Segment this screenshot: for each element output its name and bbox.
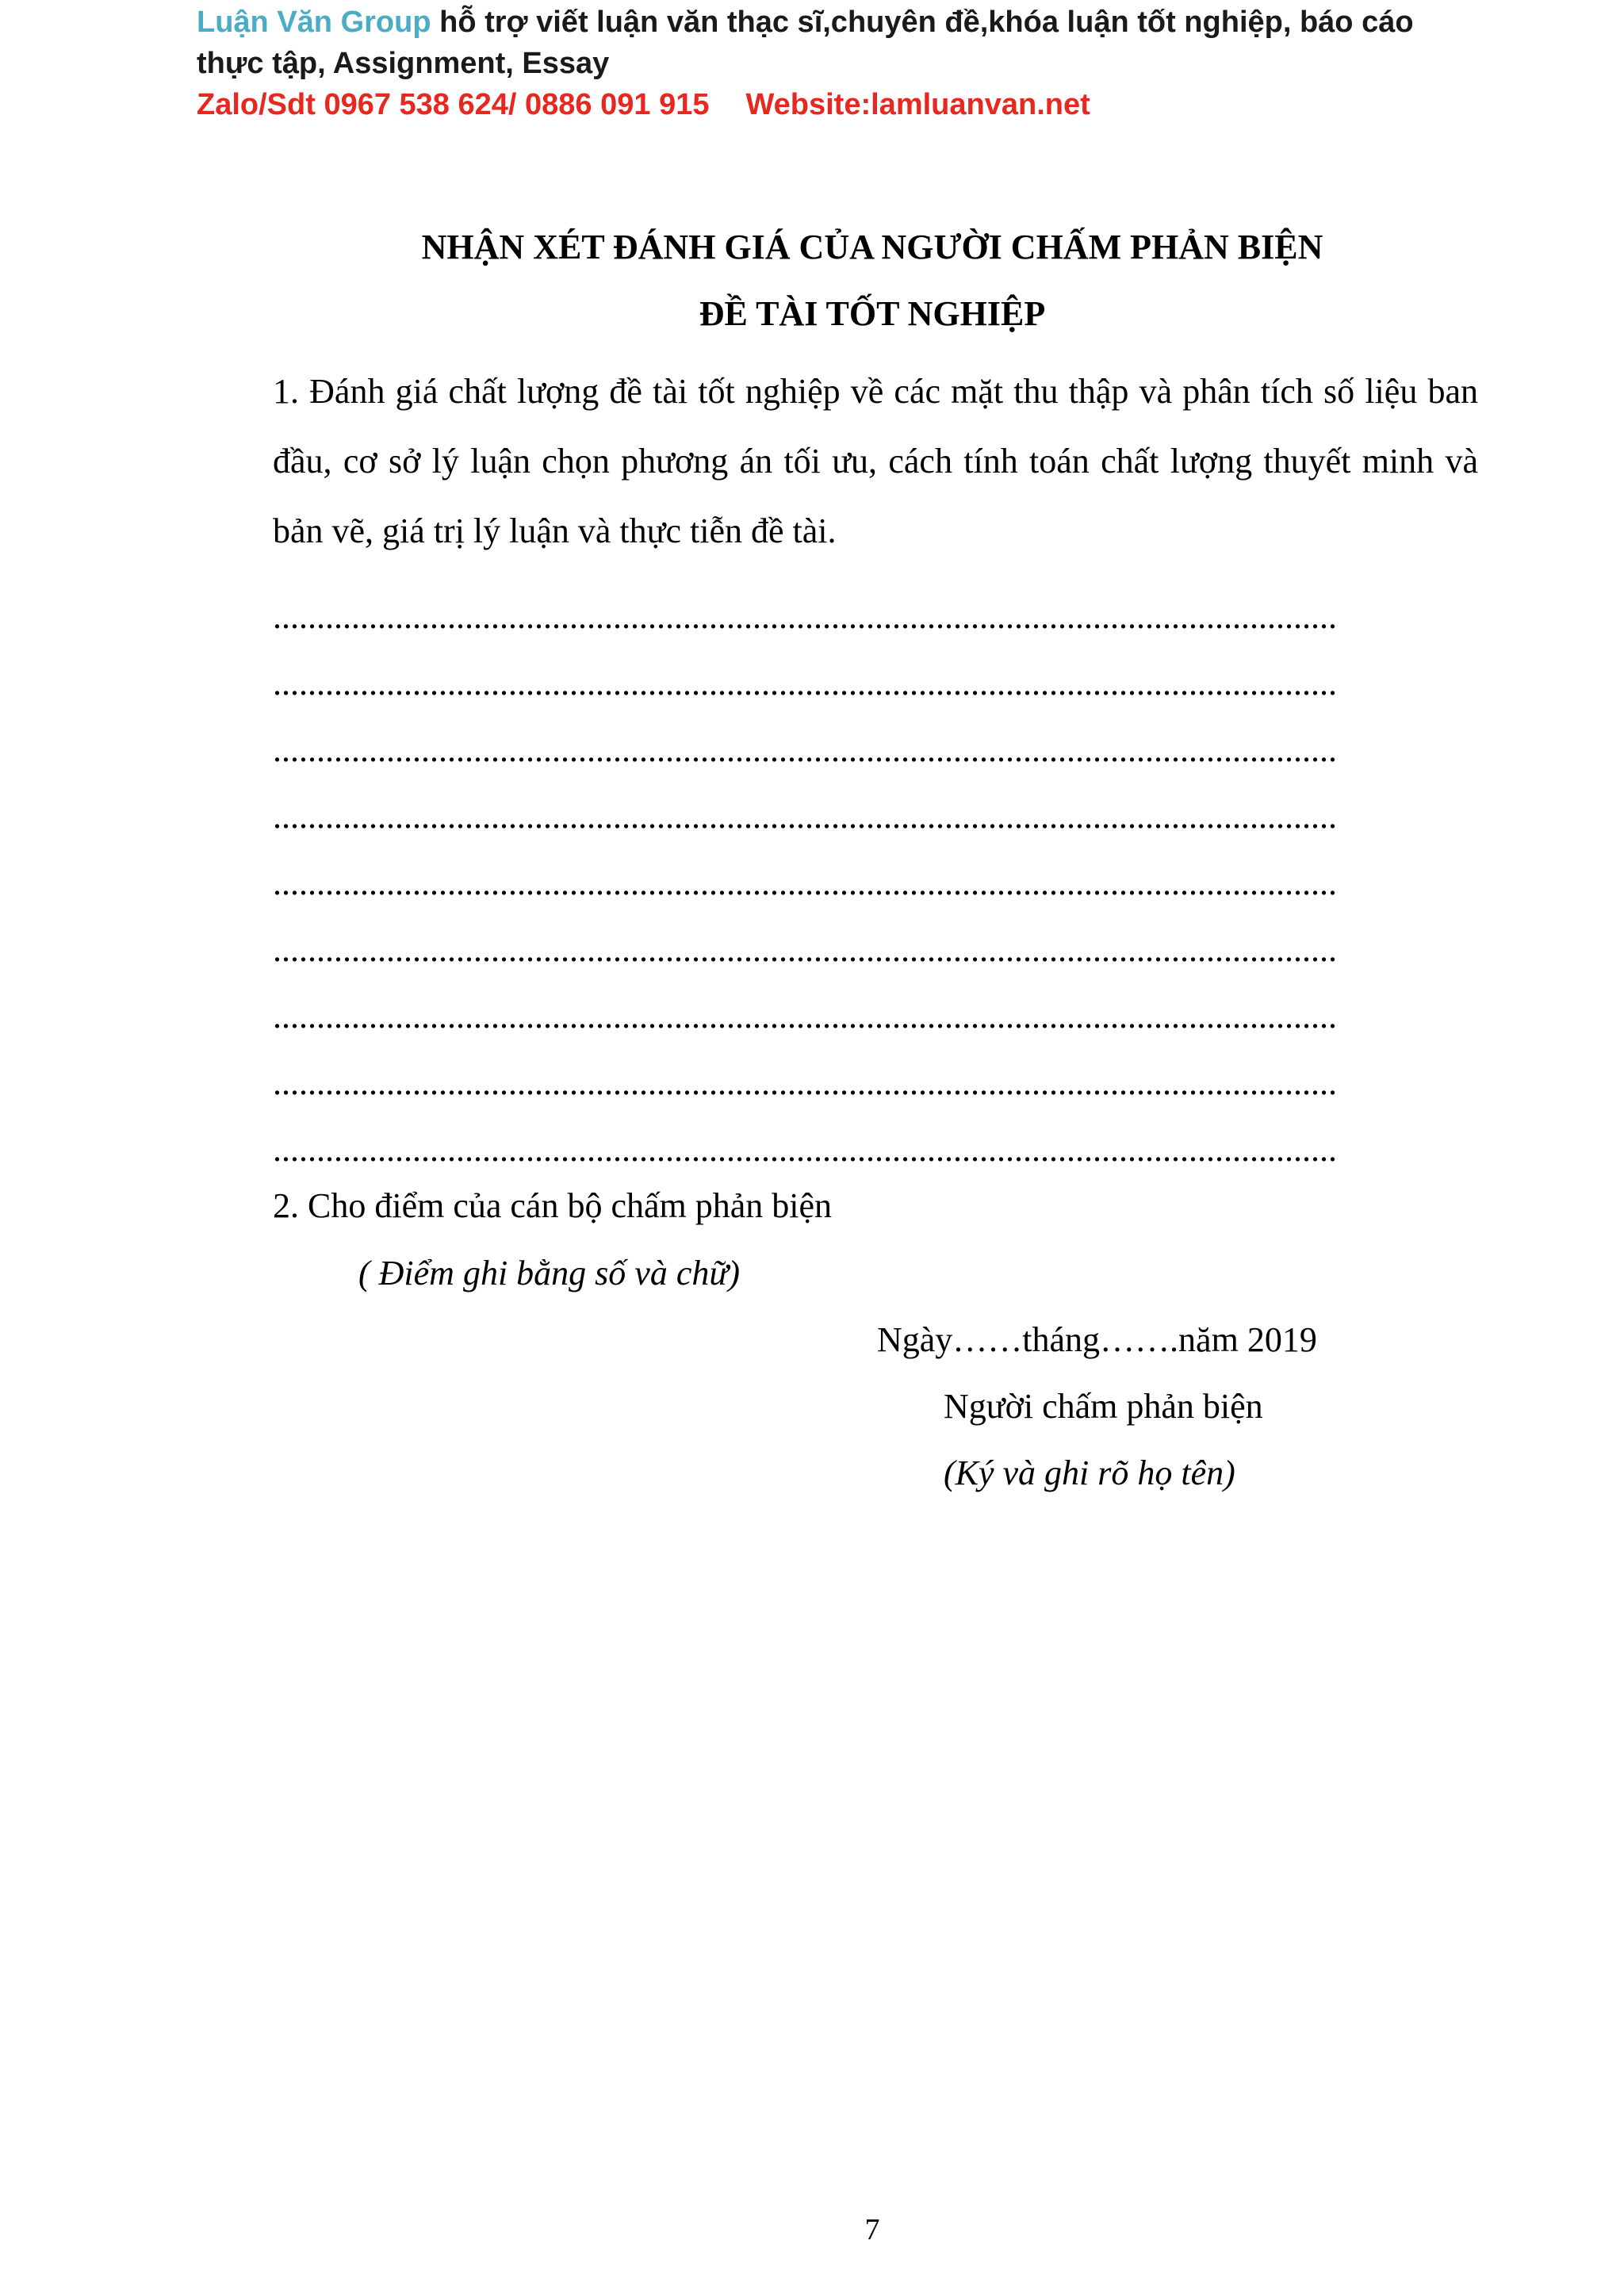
date-line: Ngày……tháng…….năm 2019 <box>877 1320 1317 1359</box>
header-contact: Zalo/Sdt 0967 538 624/ 0886 091 915 <box>197 88 710 121</box>
answer-dotted-line-5: .......................................................................................................................... <box>273 866 1337 901</box>
signer-title: Người chấm phản biện <box>944 1387 1263 1426</box>
question-2-text: 2. Cho điểm của cán bộ chấm phản biện <box>273 1186 833 1225</box>
question-1-text: 1. Đánh giá chất lượng đề tài tốt nghiệp về các mặt thu thập và phân tích số liệu ban đầu, cơ sở lý luận chọn phương án tối ưu, cách tính toán chất lượng thuyết minh và bản vẽ, giá trị lý luận và thực tiễn đề tài. <box>273 372 1478 550</box>
document-title-line-1: NHẬN XÉT ĐÁNH GIÁ CỦA NGƯỜI CHẤM PHẢN BIỆN <box>421 228 1323 266</box>
page-number: 7 <box>864 2213 880 2246</box>
header-contact-line <box>197 84 1481 125</box>
answer-dotted-line-7: .......................................................................................................................... <box>273 999 1337 1034</box>
header-website: Website:lamluanvan.net <box>745 88 1090 121</box>
answer-dotted-line-8: .......................................................................................................................... <box>273 1066 1337 1101</box>
answer-dotted-line-1: .......................................................................................................................... <box>273 599 1337 634</box>
score-note: ( Điểm ghi bằng số và chữ) <box>358 1254 741 1293</box>
header-brand: Luận Văn Group <box>197 6 431 39</box>
signature-note: (Ký và ghi rõ họ tên) <box>944 1453 1235 1492</box>
answer-dotted-line-9: .......................................................................................................................... <box>273 1132 1337 1167</box>
answer-dotted-line-6: .......................................................................................................................... <box>273 933 1337 967</box>
header-tagline: hỗ trợ viết luận văn thạc sĩ,chuyên đề,khóa luận tốt nghiệp, báo cáo thực tập, Assignment, Essay <box>197 6 1414 80</box>
answer-dotted-line-4: .......................................................................................................................... <box>273 799 1337 834</box>
document-title-line-2: ĐỀ TÀI TỐT NGHIỆP <box>699 294 1046 333</box>
header-promo-line <box>197 2 1481 84</box>
answer-dotted-line-3: .......................................................................................................................... <box>273 733 1337 768</box>
watermark-header <box>197 0 1481 125</box>
answer-dotted-line-2: .......................................................................................................................... <box>273 666 1337 701</box>
